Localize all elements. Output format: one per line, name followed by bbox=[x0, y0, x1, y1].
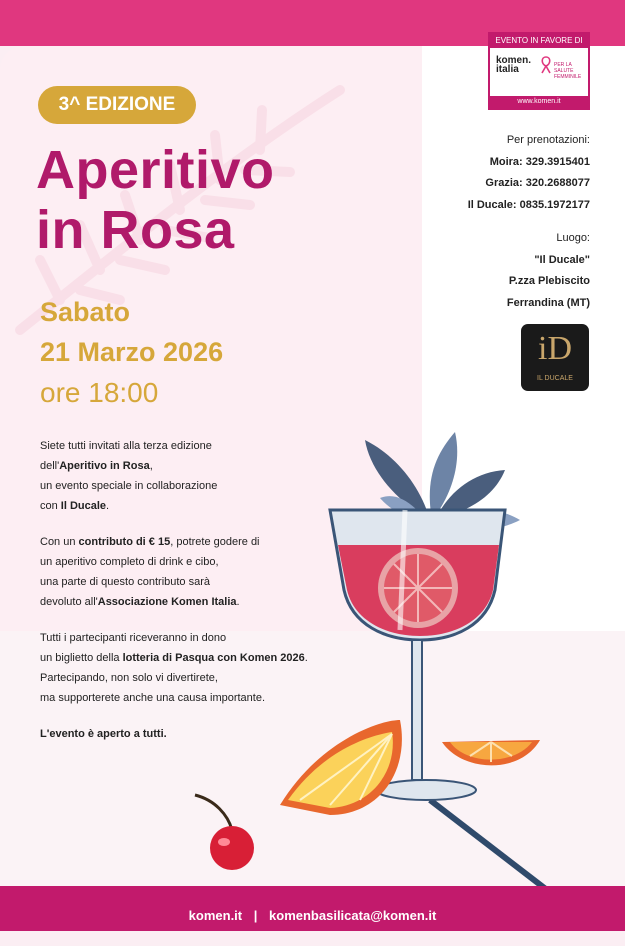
komen-tagline: PER LA SALUTE FEMMINILE bbox=[554, 62, 582, 80]
paragraph-4: L'evento è aperto a tutti. bbox=[40, 728, 167, 740]
location-venue: "Il Ducale" bbox=[534, 253, 590, 266]
location-town: Ferrandina (MT) bbox=[506, 296, 590, 309]
edition-badge: 3^ EDIZIONE bbox=[38, 86, 196, 124]
paragraph-2: Con un contributo di € 15, potrete godere di un aperitivo completo di drink e cibo, una parte di questo contributo sarà devoluto all'Associazione Komen Italia. bbox=[40, 536, 260, 608]
contact-moira: Moira: 329.3915401 bbox=[489, 155, 590, 168]
title-line-2: in Rosa bbox=[36, 200, 235, 260]
page-title bbox=[36, 140, 275, 260]
description bbox=[40, 436, 340, 760]
komen-logo-box bbox=[488, 32, 590, 110]
footer bbox=[0, 886, 625, 931]
komen-logo: komen. italia bbox=[496, 55, 532, 75]
event-location bbox=[507, 228, 590, 314]
contact-ducale: Il Ducale: 0835.1972177 bbox=[467, 198, 590, 211]
pink-ribbon-icon bbox=[540, 56, 552, 74]
il-ducale-logo bbox=[521, 324, 589, 391]
komen-url: www.komen.it bbox=[490, 96, 588, 108]
glass-shadow bbox=[430, 800, 560, 900]
booking-contacts bbox=[468, 130, 590, 216]
paragraph-1: Siete tutti invitati alla terza edizione dell'Aperitivo in Rosa, un evento speciale in collaborazione con Il Ducale. bbox=[40, 440, 218, 512]
contact-grazia: Grazia: 320.2688077 bbox=[485, 177, 590, 189]
footer-site-link[interactable]: komen.it bbox=[188, 908, 243, 923]
booking-heading: Per prenotazioni: bbox=[506, 134, 590, 146]
ducale-label: IL DUCALE bbox=[537, 375, 573, 382]
orange-slice-icon bbox=[442, 740, 540, 765]
ducale-mark: iD bbox=[538, 330, 572, 367]
cherry-icon bbox=[195, 795, 254, 870]
location-square: P.zza Plebiscito bbox=[508, 275, 590, 287]
komen-header: EVENTO IN FAVORE DI bbox=[490, 34, 588, 48]
event-date: 21 Marzo 2026 bbox=[40, 337, 224, 367]
event-day: Sabato bbox=[40, 297, 131, 327]
footer-separator: | bbox=[253, 908, 258, 923]
event-time: ore 18:00 bbox=[40, 377, 159, 408]
paragraph-3: Tutti i partecipanti riceveranno in dono un biglietto della lotteria di Pasqua con Komen 2026. Partecipando, non solo vi divertirete, ma supporterete anche una causa importante. bbox=[40, 632, 308, 704]
title-line-1: Aperitivo bbox=[36, 140, 275, 200]
location-heading: Luogo: bbox=[556, 232, 590, 244]
footer-email-link[interactable]: komenbasilicata@komen.it bbox=[269, 908, 437, 923]
